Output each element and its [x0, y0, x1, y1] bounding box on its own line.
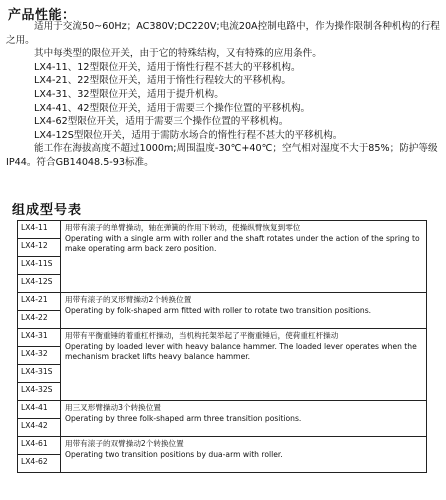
description-cn: 用带有滚子的单臂操动，轴在弹簧的作用下转动，使操纵臂恢复到零位 — [65, 223, 301, 232]
performance-title: 产品性能： — [8, 8, 76, 23]
description-cn: 用三叉形臂操动3个转换位置 — [65, 403, 161, 412]
performance-body — [6, 20, 440, 170]
model-description — [61, 437, 427, 473]
model-code: LX4-11S — [18, 257, 61, 275]
model-description — [61, 329, 427, 401]
table-row — [18, 293, 427, 311]
model-code: LX4-11 — [18, 221, 61, 239]
table-row — [18, 329, 427, 347]
model-code: LX4-62 — [18, 455, 61, 473]
table-row — [18, 221, 427, 239]
model-code: LX4-12 — [18, 239, 61, 257]
environment-text: 能工作在海拔高度不超过1000m;周围温度-30℃+40℃；空气相对湿度不大于85%；防护等级IP44。符合GB14048.5-93标准。 — [6, 143, 438, 168]
description-en: Operating by loaded lever with heavy balance hammer. The loaded lever operates when the mechanism bracket lifts heavy balance hammer. — [65, 341, 417, 362]
model-code: LX4-42 — [18, 419, 61, 437]
table-row — [18, 437, 427, 455]
description-en: Operating two transition positions by dua-arm with roller. — [65, 449, 283, 459]
type-line: LX4-62型限位开关，适用于需要三个操作位置的平移机构。 — [34, 116, 289, 128]
type-line: LX4-11、12型限位开关，适用于惰性行程不甚大的平移机构。 — [34, 61, 301, 73]
type-line: LX4-21、22型限位开关，适用于惰性行程较大的平移机构。 — [34, 75, 291, 87]
description-cn: 用带有滚子的双臂操动2个转换位置 — [65, 439, 184, 448]
description-en: Operating by three folk-shaped arm three transition positions. — [65, 413, 302, 423]
type-line: LX4-41、42型限位开关，适用于需要三个操作位置的平移机构。 — [34, 102, 311, 114]
performance-intro: 适用于交流50~60Hz；AC380V;DC220V;电流20A控制电路中，作为操作限制各种机构的行程之用。 — [6, 21, 440, 46]
type-line: LX4-12S型限位开关，适用于需防水场合的惰性行程不甚大的平移机构。 — [34, 129, 343, 141]
model-table — [17, 220, 427, 473]
model-code: LX4-61 — [18, 437, 61, 455]
type-line: LX4-31、32型限位开关，适用于提升机构。 — [34, 88, 224, 100]
model-code: LX4-31S — [18, 365, 61, 383]
combo-title: 组成型号表 — [12, 203, 83, 218]
model-code: LX4-12S — [18, 275, 61, 293]
model-description — [61, 401, 427, 437]
description-en: Operating by folk-shaped arm fitted with roller to rotate two transition positions. — [65, 305, 372, 315]
model-description — [61, 293, 427, 329]
types-intro: 其中每类型的限位开关，由于它的特殊结构，又有特殊的应用条件。 — [34, 48, 322, 60]
model-code: LX4-32S — [18, 383, 61, 401]
model-code: LX4-22 — [18, 311, 61, 329]
description-cn: 用带有平衡重锤的着重杠杆操动，当机构托架举起了平衡重锤后，使荷重杠杆操动 — [65, 331, 339, 340]
model-code: LX4-21 — [18, 293, 61, 311]
model-code: LX4-32 — [18, 347, 61, 365]
model-description — [61, 221, 427, 293]
description-en: Operating with a single arm with roller and the shaft rotates under the action of the spring to make operating arm back zero position. — [65, 233, 420, 254]
model-code: LX4-31 — [18, 329, 61, 347]
model-code: LX4-41 — [18, 401, 61, 419]
table-row — [18, 401, 427, 419]
description-cn: 用带有滚子的叉形臂操动2个转换位置 — [65, 295, 192, 304]
